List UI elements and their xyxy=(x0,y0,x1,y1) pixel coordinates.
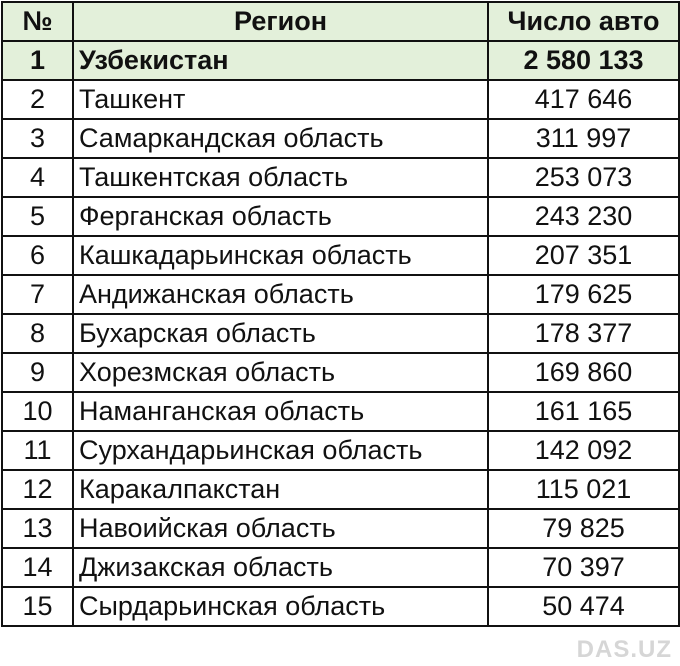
row-num: 15 xyxy=(2,587,73,626)
row-count: 417 646 xyxy=(488,80,679,119)
total-region: Узбекистан xyxy=(73,41,488,80)
row-num: 4 xyxy=(2,158,73,197)
row-region: Джизакская область xyxy=(73,548,488,587)
regions-table xyxy=(1,1,680,627)
table-row xyxy=(2,470,679,509)
total-count: 2 580 133 xyxy=(488,41,679,80)
table-row xyxy=(2,353,679,392)
row-num: 10 xyxy=(2,392,73,431)
row-region: Наманганская область xyxy=(73,392,488,431)
row-region: Кашкадарьинская область xyxy=(73,236,488,275)
row-num: 11 xyxy=(2,431,73,470)
row-num: 9 xyxy=(2,353,73,392)
table-row xyxy=(2,275,679,314)
row-region: Ташкент xyxy=(73,80,488,119)
total-row xyxy=(2,41,679,80)
row-count: 115 021 xyxy=(488,470,679,509)
table-header xyxy=(2,2,679,41)
row-count: 179 625 xyxy=(488,275,679,314)
header-count: Число авто xyxy=(488,2,679,41)
row-num: 13 xyxy=(2,509,73,548)
header-region: Регион xyxy=(73,2,488,41)
table-row xyxy=(2,431,679,470)
row-region: Навоийская область xyxy=(73,509,488,548)
row-num: 5 xyxy=(2,197,73,236)
table-row xyxy=(2,548,679,587)
row-num: 14 xyxy=(2,548,73,587)
row-region: Каракалпакстан xyxy=(73,470,488,509)
row-region: Сурхандарьинская область xyxy=(73,431,488,470)
row-num: 6 xyxy=(2,236,73,275)
row-count: 253 073 xyxy=(488,158,679,197)
row-count: 243 230 xyxy=(488,197,679,236)
table-row xyxy=(2,236,679,275)
row-count: 142 092 xyxy=(488,431,679,470)
row-num: 3 xyxy=(2,119,73,158)
row-region: Андижанская область xyxy=(73,275,488,314)
header-row xyxy=(2,2,679,41)
table-row xyxy=(2,80,679,119)
row-region: Хорезмская область xyxy=(73,353,488,392)
row-region: Ташкентская область xyxy=(73,158,488,197)
row-count: 311 997 xyxy=(488,119,679,158)
table-row xyxy=(2,158,679,197)
row-region: Бухарская область xyxy=(73,314,488,353)
table-body xyxy=(2,41,679,626)
table-row xyxy=(2,197,679,236)
table-row xyxy=(2,392,679,431)
row-count: 70 397 xyxy=(488,548,679,587)
total-num: 1 xyxy=(2,41,73,80)
table-row xyxy=(2,587,679,626)
table-row xyxy=(2,119,679,158)
row-num: 12 xyxy=(2,470,73,509)
table-row xyxy=(2,509,679,548)
row-region: Ферганская область xyxy=(73,197,488,236)
row-count: 169 860 xyxy=(488,353,679,392)
row-region: Сырдарьинская область xyxy=(73,587,488,626)
row-num: 8 xyxy=(2,314,73,353)
row-region: Самаркандская область xyxy=(73,119,488,158)
row-num: 2 xyxy=(2,80,73,119)
table-row xyxy=(2,314,679,353)
row-count: 178 377 xyxy=(488,314,679,353)
row-count: 50 474 xyxy=(488,587,679,626)
watermark: DAS.UZ xyxy=(576,636,672,663)
row-count: 161 165 xyxy=(488,392,679,431)
header-num: № xyxy=(2,2,73,41)
row-count: 207 351 xyxy=(488,236,679,275)
row-num: 7 xyxy=(2,275,73,314)
row-count: 79 825 xyxy=(488,509,679,548)
